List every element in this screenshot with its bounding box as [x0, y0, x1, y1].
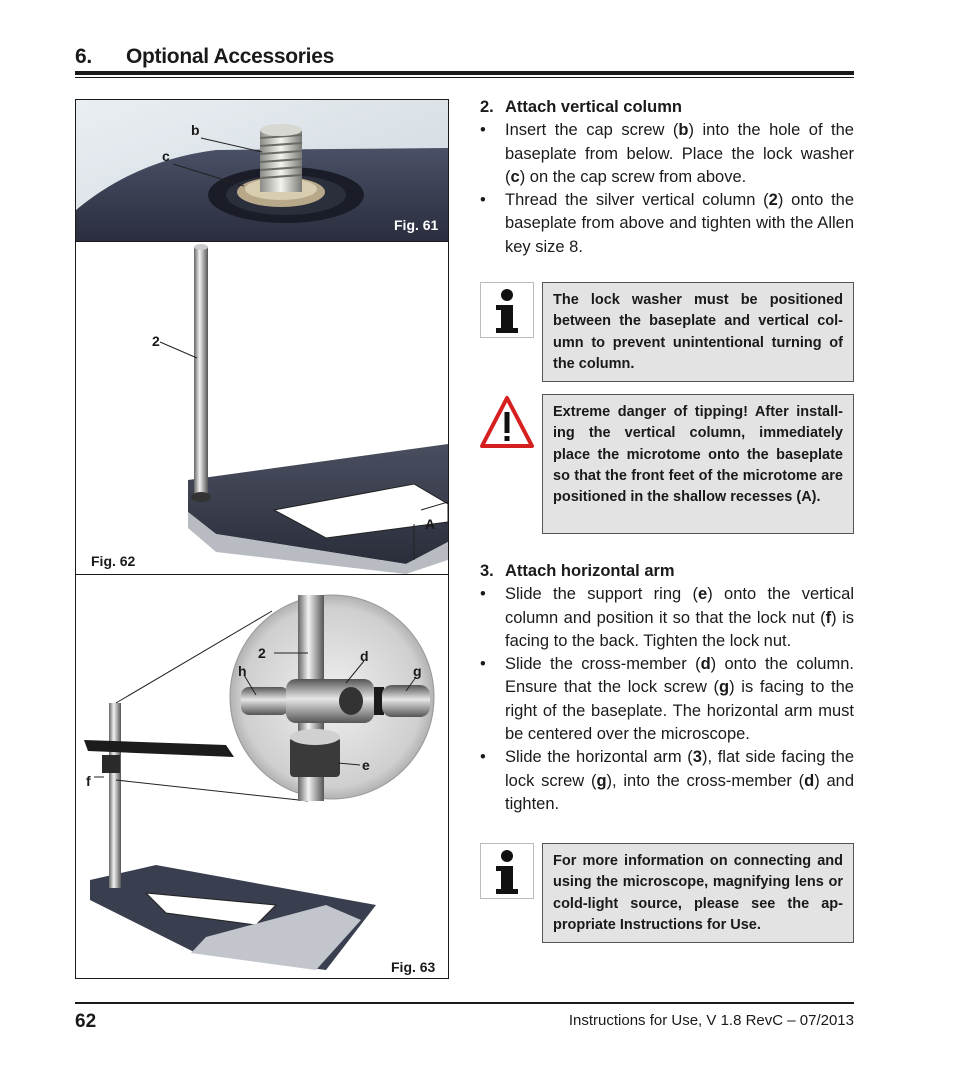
section-2: [480, 96, 854, 259]
callout-A: A: [425, 516, 436, 532]
footer-rule: [75, 1002, 854, 1004]
section-heading: [75, 45, 334, 69]
figure-label: Fig. 62: [91, 553, 136, 569]
section-2-title: Attach vertical column: [505, 98, 682, 116]
info-icon: [480, 843, 534, 899]
list-item: • Slide the support ring (e) onto the vertical column and position it so that the lock nut (f) is facing to the back. Tighten the lock nut.: [480, 583, 854, 653]
header-rule-thin: [75, 77, 854, 78]
warning-triangle-icon: [480, 394, 534, 450]
info-note-text: The lock washer must be positioned between the baseplate and vertical col-umn to prevent unintentional turning of the column.: [542, 282, 854, 382]
section-3-heading: [480, 560, 854, 583]
callout-g: g: [413, 663, 422, 679]
list-item: • Thread the silver vertical column (2) onto the baseplate from above and tighten with the Allen key size 8.: [480, 189, 854, 259]
fig62-photo: [76, 242, 448, 574]
callout-h: h: [238, 663, 247, 679]
figure-label: Fig. 61: [394, 217, 439, 233]
callout-column: 2: [258, 645, 266, 661]
list-item: • Insert the cap screw (b) into the hole of the baseplate from below. Place the lock washer (c) on the cap screw from above.: [480, 119, 854, 189]
warning-note-text: Extreme danger of tipping! After install-ing the vertical column, immediately place the microtome onto the baseplate so that the front feet of the microtome are positioned in the shallow recesses (A).: [542, 394, 854, 534]
section-2-number: 2.: [480, 98, 494, 116]
figure-63: [75, 574, 449, 979]
info-note-text: For more information on connecting and using the microscope, magnifying lens or cold-light source, please see the ap-propriate Instructions for Use.: [542, 843, 854, 943]
section-number: 6.: [75, 45, 92, 68]
callout-e: e: [362, 757, 370, 773]
list-item: • Slide the cross-member (d) onto the column. Ensure that the lock screw (g) is facing to the right of the baseplate. The horizontal arm must be centered over the microscope.: [480, 653, 854, 746]
figure-62: [75, 241, 449, 575]
callout-b: b: [191, 122, 200, 138]
section-3-number: 3.: [480, 562, 494, 580]
callout-d: d: [360, 648, 369, 664]
header-rule-thick: [75, 71, 854, 75]
info-icon: [480, 282, 534, 338]
figure-61: [75, 99, 449, 242]
callout-f: f: [86, 773, 91, 789]
info-note-2: [480, 843, 854, 943]
warning-note: [480, 394, 854, 534]
section-title: Optional Accessories: [126, 45, 334, 68]
fig63-photo: [76, 575, 448, 978]
section-3-bullets: [480, 583, 854, 816]
callout-column: 2: [152, 333, 160, 349]
footer-text: Instructions for Use, V 1.8 RevC – 07/2013: [568, 1012, 854, 1029]
fig61-photo: [76, 100, 448, 241]
section-3: [480, 560, 854, 816]
info-note-1: [480, 282, 854, 382]
list-item: • Slide the horizontal arm (3), flat side facing the lock screw (g), into the cross-member (d) and tighten.: [480, 746, 854, 816]
section-2-heading: [480, 96, 854, 119]
section-3-title: Attach horizontal arm: [505, 562, 675, 580]
callout-c: c: [162, 148, 170, 164]
figure-label: Fig. 63: [391, 959, 436, 975]
page-number: 62: [75, 1011, 97, 1032]
section-2-bullets: [480, 119, 854, 259]
